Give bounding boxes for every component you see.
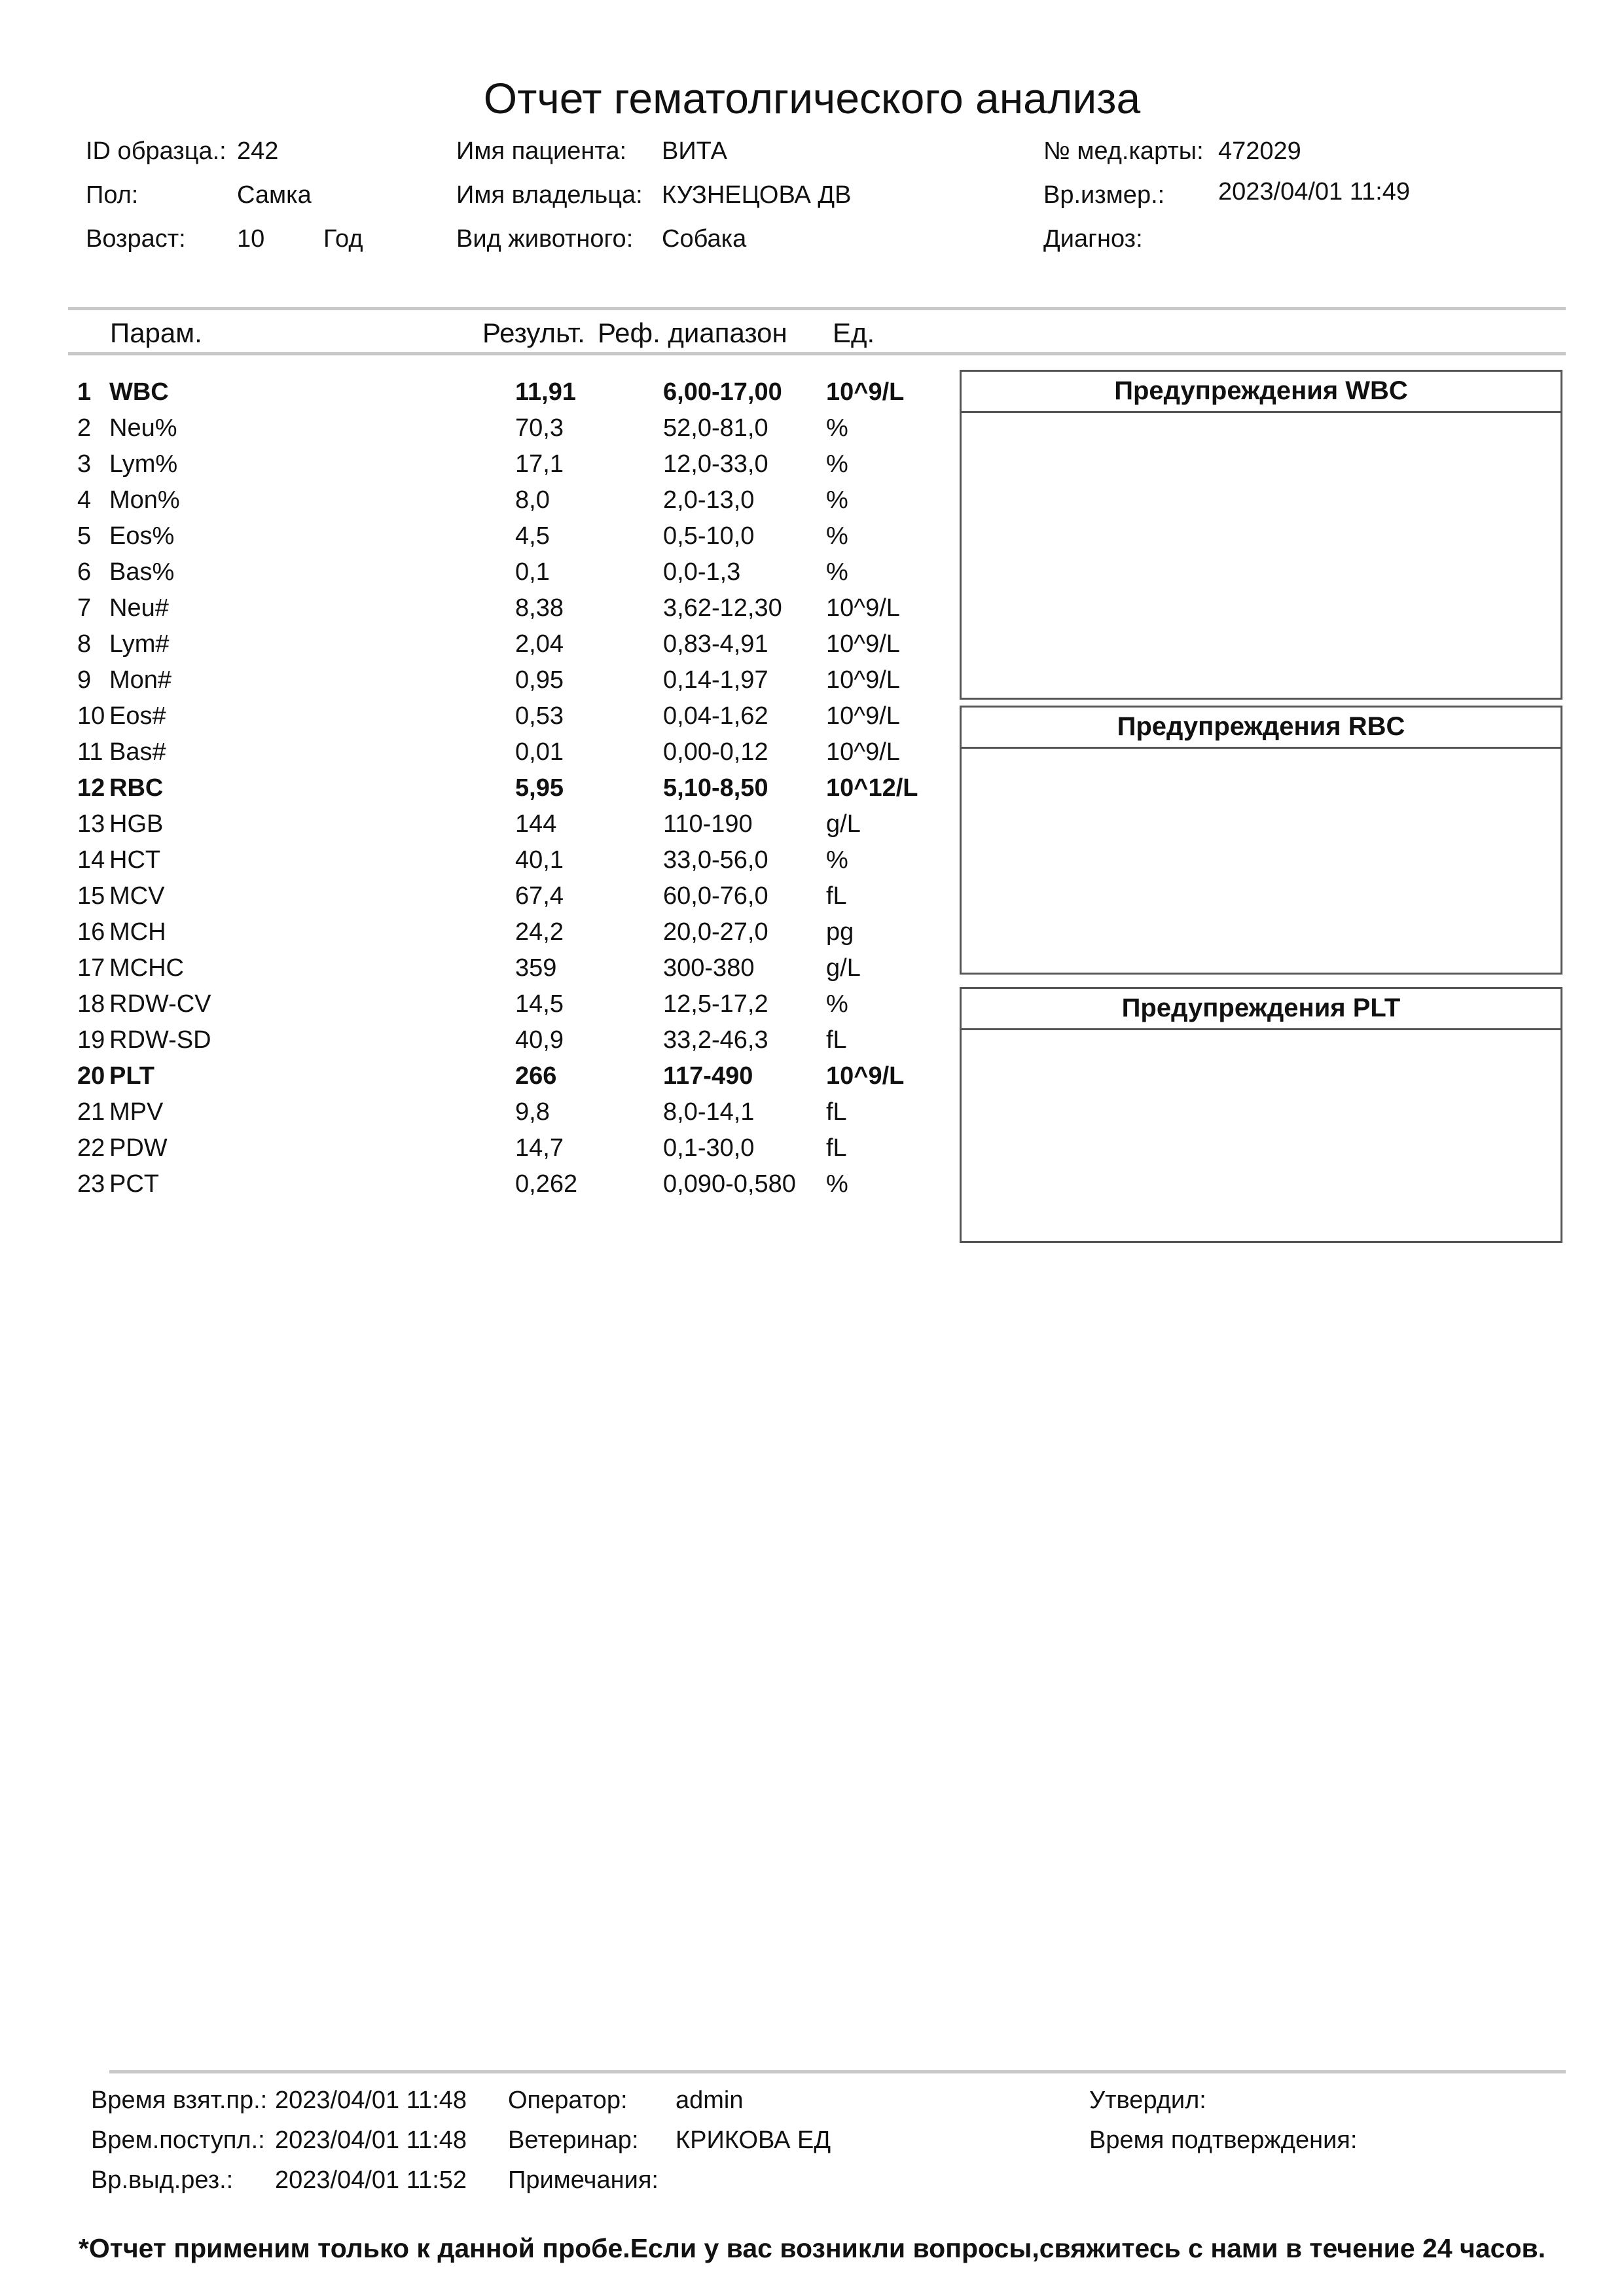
card-number-value: 472029 bbox=[1218, 137, 1301, 165]
row-param: Eos# bbox=[109, 702, 166, 730]
row-range: 3,62-12,30 bbox=[663, 594, 782, 622]
row-result: 4,5 bbox=[515, 522, 550, 550]
row-result: 67,4 bbox=[515, 882, 564, 910]
notes-label: Примечания: bbox=[508, 2166, 659, 2194]
row-param: Neu% bbox=[109, 414, 177, 442]
row-number: 12 bbox=[77, 774, 105, 802]
row-result: 0,01 bbox=[515, 738, 564, 766]
row-param: HCT bbox=[109, 846, 161, 874]
issued-label: Вр.выд.рез.: bbox=[91, 2166, 234, 2194]
row-result: 9,8 bbox=[515, 1098, 550, 1126]
row-result: 0,95 bbox=[515, 666, 564, 694]
approved-label: Утвердил: bbox=[1089, 2087, 1206, 2114]
sample-id-label: ID образца.: bbox=[86, 137, 226, 165]
row-unit: 10^12/L bbox=[826, 774, 918, 802]
row-number: 9 bbox=[77, 666, 92, 694]
row-number: 14 bbox=[77, 846, 105, 874]
table-header-rule bbox=[68, 352, 1566, 355]
row-range: 52,0-81,0 bbox=[663, 414, 768, 442]
row-unit: % bbox=[826, 486, 848, 514]
row-result: 40,1 bbox=[515, 846, 564, 874]
plt-warning-title: Предупреждения PLT bbox=[962, 989, 1561, 1030]
row-number: 22 bbox=[77, 1134, 105, 1162]
row-param: Lym% bbox=[109, 450, 178, 478]
row-number: 6 bbox=[77, 558, 92, 586]
card-number-label: № мед.карты: bbox=[1043, 137, 1204, 165]
row-unit: fL bbox=[826, 1026, 847, 1054]
row-param: RBC bbox=[109, 774, 164, 802]
measure-time-label: Вр.измер.: bbox=[1043, 181, 1165, 209]
row-number: 13 bbox=[77, 810, 105, 838]
age-unit: Год bbox=[323, 225, 363, 253]
row-unit: % bbox=[826, 450, 848, 478]
received-value: 2023/04/01 11:48 bbox=[275, 2126, 467, 2154]
age-label: Возраст: bbox=[86, 225, 186, 253]
plt-warning-box bbox=[960, 987, 1562, 1243]
col-unit-header: Ед. bbox=[833, 317, 875, 348]
row-range: 110-190 bbox=[663, 810, 753, 838]
operator-label: Оператор: bbox=[508, 2087, 628, 2114]
row-number: 16 bbox=[77, 918, 105, 946]
col-param-header: Парам. bbox=[110, 317, 202, 348]
row-range: 0,1-30,0 bbox=[663, 1134, 755, 1162]
col-result-header: Результ. bbox=[482, 317, 585, 348]
row-unit: 10^9/L bbox=[826, 702, 900, 730]
row-result: 70,3 bbox=[515, 414, 564, 442]
row-result: 8,38 bbox=[515, 594, 564, 622]
row-range: 33,0-56,0 bbox=[663, 846, 768, 874]
row-range: 0,83-4,91 bbox=[663, 630, 768, 658]
table-top-rule bbox=[68, 307, 1566, 310]
wbc-warning-title: Предупреждения WBC bbox=[962, 372, 1561, 413]
row-result: 0,262 bbox=[515, 1170, 578, 1198]
row-range: 0,00-0,12 bbox=[663, 738, 768, 766]
row-range: 0,0-1,3 bbox=[663, 558, 741, 586]
row-param: PCT bbox=[109, 1170, 159, 1198]
row-unit: % bbox=[826, 414, 848, 442]
row-number: 18 bbox=[77, 990, 105, 1018]
row-number: 17 bbox=[77, 954, 105, 982]
row-unit: % bbox=[826, 522, 848, 550]
row-param: RDW-CV bbox=[109, 990, 211, 1018]
sample-id-value: 242 bbox=[237, 137, 279, 165]
row-number: 20 bbox=[77, 1062, 105, 1090]
row-param: MCV bbox=[109, 882, 165, 910]
row-unit: pg bbox=[826, 918, 854, 946]
row-range: 0,090-0,580 bbox=[663, 1170, 796, 1198]
row-range: 0,04-1,62 bbox=[663, 702, 768, 730]
row-param: PDW bbox=[109, 1134, 168, 1162]
received-label: Врем.поступл.: bbox=[91, 2126, 265, 2154]
row-unit: 10^9/L bbox=[826, 666, 900, 694]
row-range: 8,0-14,1 bbox=[663, 1098, 755, 1126]
patient-name-value: ВИТА bbox=[662, 137, 727, 165]
diagnosis-label: Диагноз: bbox=[1043, 225, 1143, 253]
rbc-warning-box bbox=[960, 706, 1562, 975]
row-param: HGB bbox=[109, 810, 164, 838]
row-result: 17,1 bbox=[515, 450, 564, 478]
row-result: 144 bbox=[515, 810, 557, 838]
row-unit: 10^9/L bbox=[826, 378, 905, 406]
issued-value: 2023/04/01 11:52 bbox=[275, 2166, 467, 2194]
row-param: MCH bbox=[109, 918, 166, 946]
row-param: Mon% bbox=[109, 486, 180, 514]
row-result: 8,0 bbox=[515, 486, 550, 514]
row-unit: 10^9/L bbox=[826, 594, 900, 622]
row-range: 300-380 bbox=[663, 954, 755, 982]
row-result: 0,1 bbox=[515, 558, 550, 586]
row-param: PLT bbox=[109, 1062, 154, 1090]
row-unit: fL bbox=[826, 1098, 847, 1126]
row-number: 4 bbox=[77, 486, 92, 514]
confirm-time-label: Время подтверждения: bbox=[1089, 2126, 1358, 2154]
row-range: 12,0-33,0 bbox=[663, 450, 768, 478]
measure-time-value: 2023/04/01 11:49 bbox=[1218, 178, 1411, 206]
row-number: 10 bbox=[77, 702, 105, 730]
row-range: 2,0-13,0 bbox=[663, 486, 755, 514]
row-unit: fL bbox=[826, 882, 847, 910]
row-param: Eos% bbox=[109, 522, 175, 550]
row-unit: fL bbox=[826, 1134, 847, 1162]
row-range: 6,00-17,00 bbox=[663, 378, 782, 406]
row-number: 15 bbox=[77, 882, 105, 910]
sample-time-value: 2023/04/01 11:48 bbox=[275, 2087, 467, 2114]
row-number: 23 bbox=[77, 1170, 105, 1198]
sample-time-label: Время взят.пр.: bbox=[91, 2087, 268, 2114]
operator-value: admin bbox=[676, 2087, 744, 2114]
row-param: WBC bbox=[109, 378, 169, 406]
row-result: 5,95 bbox=[515, 774, 564, 802]
row-param: Bas# bbox=[109, 738, 166, 766]
row-param: Mon# bbox=[109, 666, 172, 694]
row-range: 117-490 bbox=[663, 1062, 753, 1090]
row-unit: % bbox=[826, 558, 848, 586]
row-result: 24,2 bbox=[515, 918, 564, 946]
row-range: 0,5-10,0 bbox=[663, 522, 755, 550]
row-param: MCHC bbox=[109, 954, 184, 982]
row-result: 14,7 bbox=[515, 1134, 564, 1162]
wbc-warning-box bbox=[960, 370, 1562, 700]
row-param: MPV bbox=[109, 1098, 164, 1126]
row-number: 2 bbox=[77, 414, 92, 442]
row-number: 8 bbox=[77, 630, 92, 658]
row-unit: 10^9/L bbox=[826, 738, 900, 766]
age-value: 10 bbox=[237, 225, 265, 253]
row-param: RDW-SD bbox=[109, 1026, 211, 1054]
row-result: 14,5 bbox=[515, 990, 564, 1018]
row-result: 11,91 bbox=[515, 378, 576, 406]
footer-rule bbox=[109, 2070, 1566, 2073]
rbc-warning-title: Предупреждения RBC bbox=[962, 708, 1561, 749]
row-result: 359 bbox=[515, 954, 557, 982]
sex-value: Самка bbox=[237, 181, 312, 209]
species-value: Собака bbox=[662, 225, 747, 253]
row-unit: g/L bbox=[826, 954, 861, 982]
sex-label: Пол: bbox=[86, 181, 139, 209]
row-range: 0,14-1,97 bbox=[663, 666, 768, 694]
row-unit: % bbox=[826, 990, 848, 1018]
row-result: 266 bbox=[515, 1062, 557, 1090]
row-range: 20,0-27,0 bbox=[663, 918, 768, 946]
report-title: Отчет гематолгического анализа bbox=[483, 74, 1141, 122]
species-label: Вид животного: bbox=[456, 225, 634, 253]
disclaimer-note: *Отчет применим только к данной пробе.Если у вас возникли вопросы,свяжитесь с нами в течение 24 часов. bbox=[78, 2233, 1546, 2263]
vet-value: КРИКОВА ЕД bbox=[676, 2126, 831, 2154]
row-unit: g/L bbox=[826, 810, 861, 838]
row-unit: % bbox=[826, 846, 848, 874]
row-number: 7 bbox=[77, 594, 92, 622]
col-range-header: Реф. диапазон bbox=[598, 317, 787, 348]
row-number: 11 bbox=[77, 738, 103, 766]
row-param: Lym# bbox=[109, 630, 170, 658]
vet-label: Ветеринар: bbox=[508, 2126, 639, 2154]
row-unit: 10^9/L bbox=[826, 630, 900, 658]
owner-value: КУЗНЕЦОВА ДВ bbox=[662, 181, 852, 209]
row-unit: % bbox=[826, 1170, 848, 1198]
row-range: 12,5-17,2 bbox=[663, 990, 768, 1018]
row-range: 60,0-76,0 bbox=[663, 882, 768, 910]
row-result: 0,53 bbox=[515, 702, 564, 730]
row-range: 33,2-46,3 bbox=[663, 1026, 768, 1054]
row-range: 5,10-8,50 bbox=[663, 774, 768, 802]
row-number: 1 bbox=[77, 378, 92, 406]
row-number: 5 bbox=[77, 522, 92, 550]
row-unit: 10^9/L bbox=[826, 1062, 905, 1090]
row-number: 19 bbox=[77, 1026, 105, 1054]
owner-label: Имя владельца: bbox=[456, 181, 643, 209]
row-result: 2,04 bbox=[515, 630, 564, 658]
row-param: Bas% bbox=[109, 558, 175, 586]
row-result: 40,9 bbox=[515, 1026, 564, 1054]
row-number: 21 bbox=[77, 1098, 105, 1126]
patient-name-label: Имя пациента: bbox=[456, 137, 627, 165]
row-param: Neu# bbox=[109, 594, 169, 622]
row-number: 3 bbox=[77, 450, 92, 478]
